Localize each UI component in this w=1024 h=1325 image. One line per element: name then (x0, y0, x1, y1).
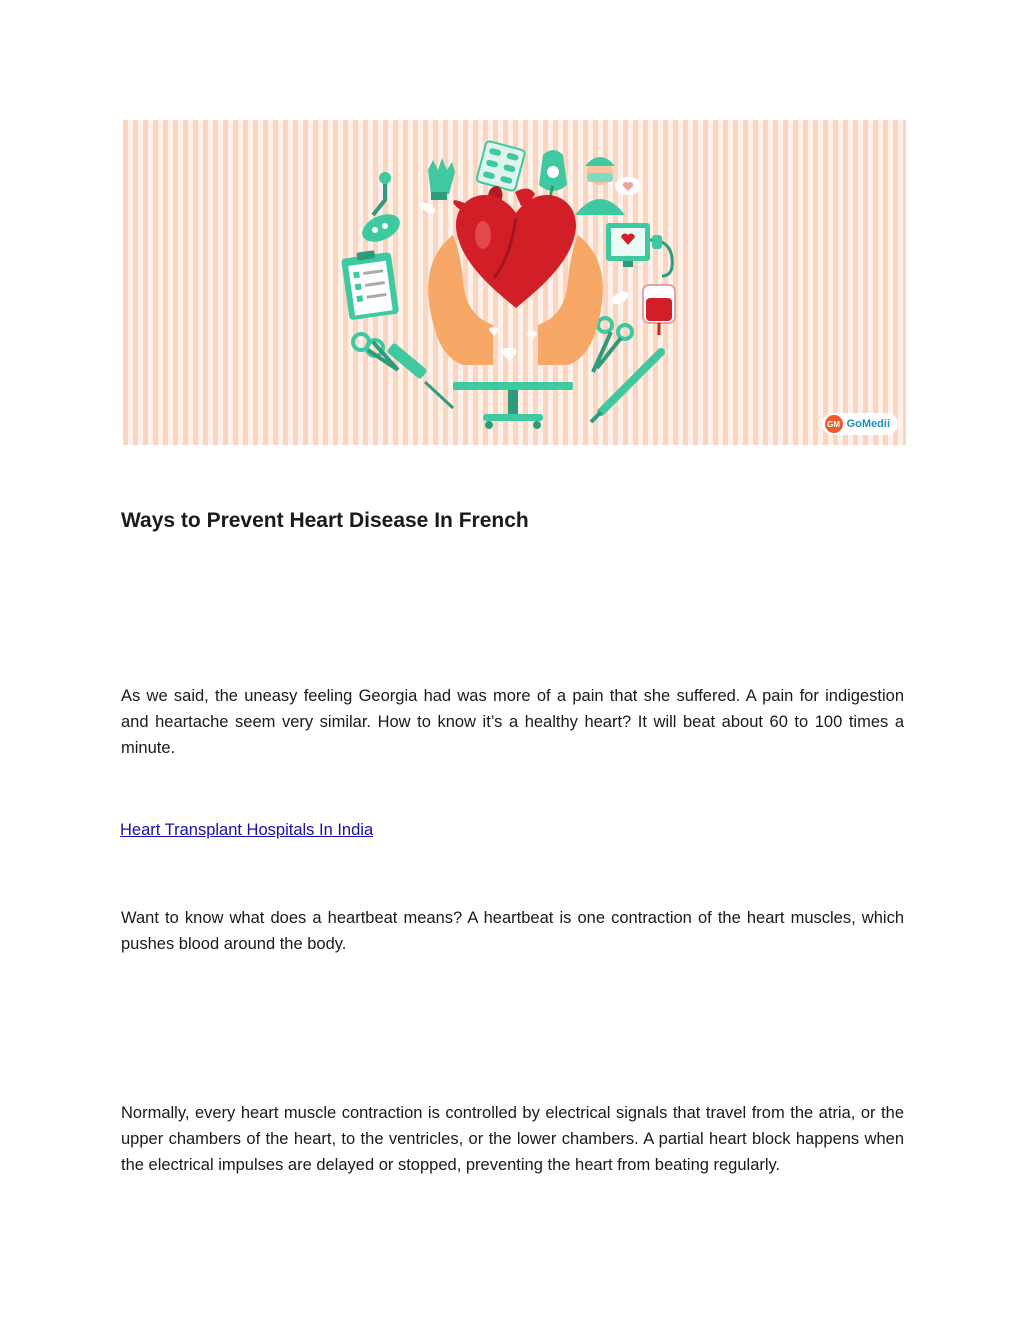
gomedii-logo (822, 413, 898, 435)
heart-monitor-icon (606, 223, 672, 276)
heart-icon (453, 186, 576, 308)
speech-bubble-icon (615, 177, 641, 195)
article-paragraph-3: Normally, every heart muscle contraction is controlled by electrical signals that travel from the atria, or the upper chambers of the heart, to the ventricles, or the lower chambers. A partial heart block happens when the electrical impulses are delayed or stopped, preventing the heart from beating regularly. (121, 1104, 904, 1174)
pill-pack-icon (476, 141, 526, 192)
gomedii-logo-badge: GM (825, 415, 843, 433)
blood-bag-icon (643, 285, 675, 335)
surgical-lamp-icon (358, 172, 404, 247)
article-paragraph-2: Want to know what does a heartbeat means? A heartbeat is one contraction of the heart muscles, which pushes blood around the body. (121, 909, 904, 953)
hero-illustration (123, 120, 906, 445)
medical-glove-icon (428, 158, 455, 200)
scissors-icon (593, 318, 632, 372)
syringe-icon (386, 342, 453, 408)
article-paragraph-1: As we said, the uneasy feeling Georgia had was more of a pain that she suffered. A pain for indigestion and heartache seem very similar. How to know it’s a healthy heart? It will beat about 60 to 100 times a minute. (121, 687, 904, 757)
gomedii-logo-text: GoMedii (846, 418, 890, 430)
operating-table-icon (453, 382, 573, 429)
clipboard-checklist-icon (341, 248, 400, 320)
heart-transplant-hospitals-link[interactable]: Heart Transplant Hospitals In India (120, 821, 374, 839)
medical-heart-illustration (123, 120, 906, 445)
article-title: Ways to Prevent Heart Disease In French (121, 509, 529, 532)
